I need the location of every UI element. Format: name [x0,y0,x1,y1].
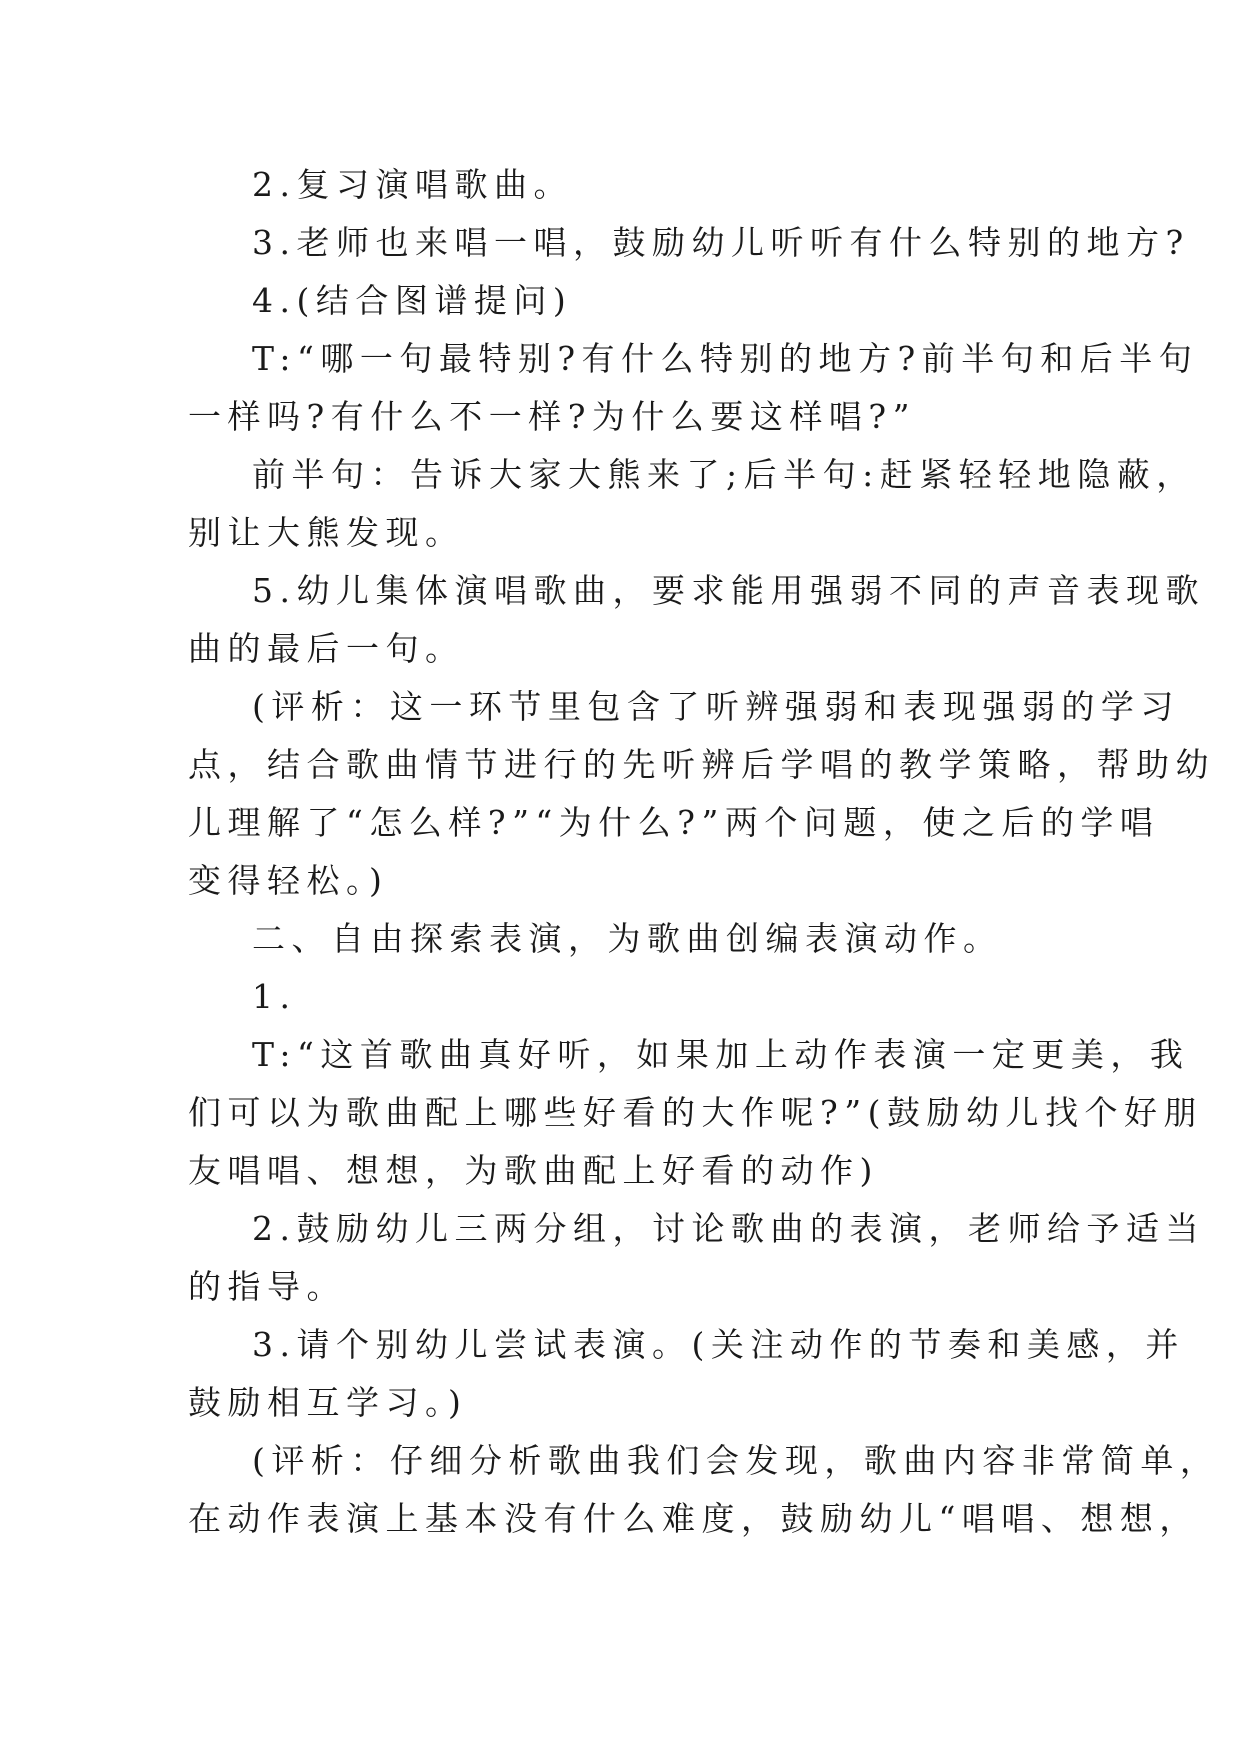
text-line: T:“这首歌曲真好听，如果加上动作表演一定更美，我 [252,1035,1190,1074]
text-line: 友唱唱、想想，为歌曲配上好看的动作) [188,1151,879,1190]
text-line: 们可以为歌曲配上哪些好看的大作呢?”(鼓励幼儿找个好朋 [188,1093,1203,1132]
text-line: 在动作表演上基本没有什么难度，鼓励幼儿“唱唱、想想， [188,1499,1199,1538]
text-line: T:“哪一句最特别?有什么特别的地方?前半句和后半句 [252,339,1199,378]
text-line: 点，结合歌曲情节进行的先听辨后学唱的教学策略，帮助幼 [188,745,1215,784]
text-line: 鼓励相互学习。) [188,1383,468,1422]
text-line: 别让大熊发现。 [188,513,465,552]
text-line: (评析：仔细分析歌曲我们会发现，歌曲内容非常简单， [252,1441,1220,1480]
text-line: 的指导。 [188,1267,346,1306]
text-line: 2.鼓励幼儿三两分组，讨论歌曲的表演，老师给予适当 [252,1209,1205,1248]
text-line: 前半句：告诉大家大熊来了;后半句:赶紧轻轻地隐蔽， [252,455,1196,494]
text-line: 变得轻松。) [188,861,389,900]
text-line: 3.老师也来唱一唱，鼓励幼儿听听有什么特别的地方? [252,223,1190,262]
text-line: 2.复习演唱歌曲。 [252,165,573,204]
text-line: 二、自由探索表演，为歌曲创编表演动作。 [252,919,1003,958]
text-line: 儿理解了“怎么样?”“为什么?”两个问题，使之后的学唱 [188,803,1160,842]
text-line: (评析：这一环节里包含了听辨强弱和表现强弱的学习 [252,687,1180,726]
text-line: 5.幼儿集体演唱歌曲，要求能用强弱不同的声音表现歌 [252,571,1205,610]
text-line: 1. [252,977,297,1016]
text-line: 一样吗?有什么不一样?为什么要这样唱?” [188,397,916,436]
text-line: 曲的最后一句。 [188,629,465,668]
text-line: 3.请个别幼儿尝试表演。(关注动作的节奏和美感，并 [252,1325,1185,1364]
text-line: 4.(结合图谱提问) [252,281,573,320]
